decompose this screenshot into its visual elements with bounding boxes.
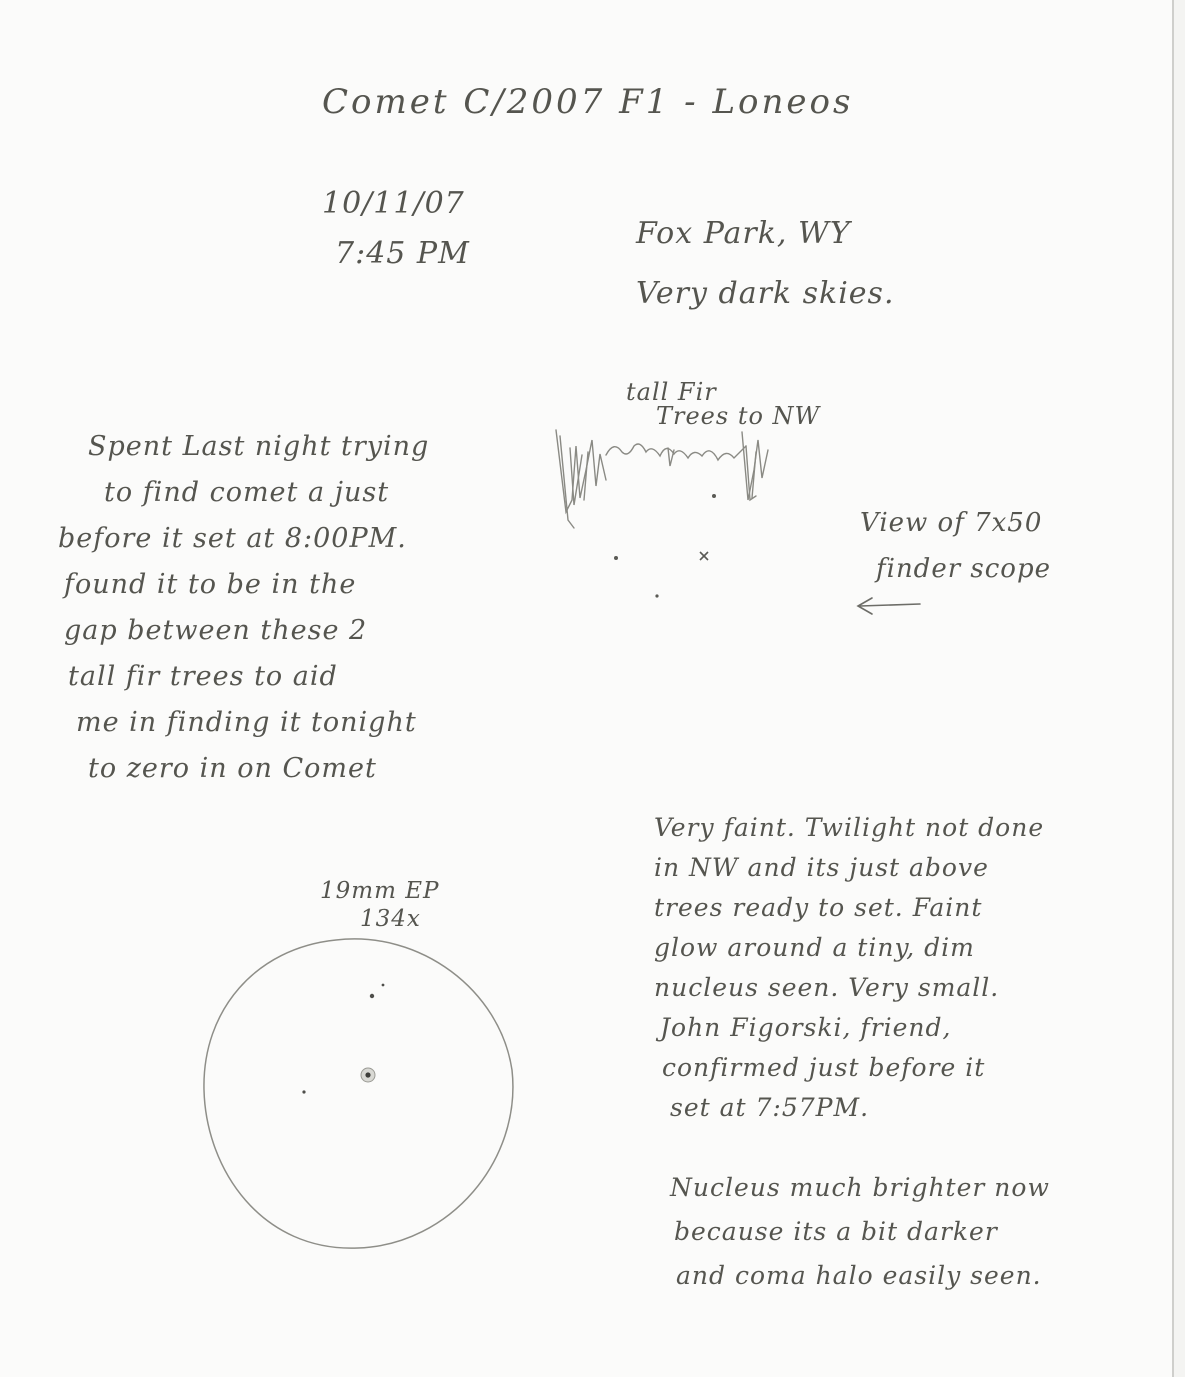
magnification-label: 134x [360,906,421,932]
treeline-drawing [606,444,746,460]
narrative-line: before it set at 8:00PM. [58,523,407,554]
field-star [382,984,385,987]
observation-line: set at 7:57PM. [670,1093,870,1122]
finder-star [712,494,716,498]
observation-line: trees ready to set. Faint [654,893,983,922]
trees-label-line1: tall Fir [626,378,717,406]
observation-line: because its a bit darker [674,1217,998,1246]
finder-star [614,556,618,560]
observation-line: Very faint. Twilight not done [654,813,1045,842]
observation-line: John Figorski, friend, [660,1013,952,1042]
right-fir-tree-drawing [742,432,768,500]
finder-stars [614,494,716,598]
observation-line: Nucleus much brighter now [670,1173,1050,1202]
finder-star [655,594,658,597]
field-star [302,1090,305,1093]
arrow-left-icon [858,598,920,614]
finder-label-line1: View of 7x50 [860,508,1043,538]
narrative-line: tall fir trees to aid [68,661,338,692]
field-star [370,994,374,998]
narrative-line: to find comet a just [104,477,390,508]
finder-scope-sketch [556,430,768,528]
left-fir-tree-drawing [556,430,606,528]
narrative-line: gap between these 2 [64,615,368,646]
observation-line: confirmed just before it [662,1053,986,1082]
eyepiece-field-circle [204,939,513,1248]
observation-line: glow around a tiny, dim [654,933,975,962]
trees-label-line2: Trees to NW [656,402,821,430]
observation-time: 7:45 PM [335,236,470,271]
observation-line: and coma halo easily seen. [676,1261,1042,1290]
sky-condition: Very dark skies. [636,276,895,311]
observation-date: 10/11/07 [322,186,465,221]
observation-title: Comet C/2007 F1 - Loneos [322,82,854,122]
narrative-line: me in finding it tonight [76,707,417,738]
narrative-line: found it to be in the [64,569,357,600]
finder-label-line2: finder scope [876,554,1051,584]
comet-position-mark [700,552,708,560]
observation-line: nucleus seen. Very small. [654,973,1000,1002]
comet-sketch [361,1068,375,1082]
observation-location: Fox Park, WY [636,216,851,251]
observation-line: in NW and its just above [654,853,989,882]
eyepiece-label: 19mm EP [320,878,440,904]
narrative-line: Spent Last night trying [88,431,430,462]
narrative-line: to zero in on Comet [88,753,377,784]
